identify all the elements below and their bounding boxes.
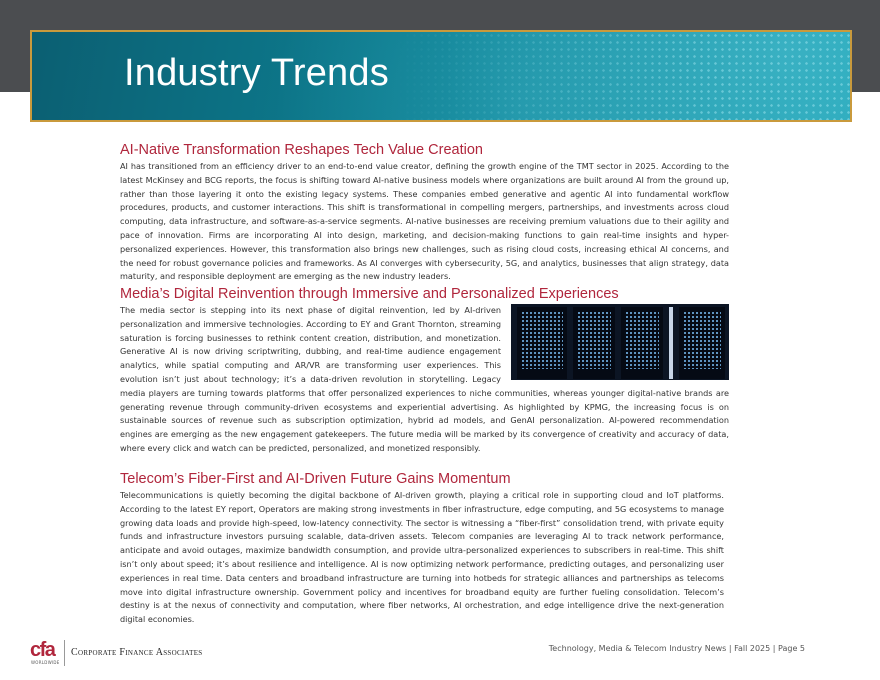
section-heading: Telecom’s Fiber-First and AI-Driven Future Gains Momentum bbox=[120, 471, 511, 487]
server-rack bbox=[517, 307, 567, 379]
company-name: Corporate Finance Associates bbox=[71, 647, 203, 658]
light-strip bbox=[669, 307, 673, 379]
company-logo bbox=[30, 640, 230, 668]
logo-subtitle: WORLDWIDE bbox=[31, 660, 60, 665]
page-title: Industry Trends bbox=[124, 52, 389, 94]
section-ai-native bbox=[120, 142, 729, 284]
server-room-photo bbox=[511, 304, 729, 380]
section-telecom bbox=[120, 471, 724, 627]
section-body: The media sector is stepping into its next phase of digital reinvention, led by AI-driven personalization and immersive technologies. According to EY and Grant Thornton, streaming saturation is forcing businesses to rethink content creation, distribution, and monetization. Generative AI is now driving scriptwriting, dubbing, and real-time audience engagement analytics, while spatial computing and AR/VR are transforming user experiences. This evolution isn’t just about technology; it’s a data-driven revolution in storytelling. Legacy media players are turning towards platforms that offer personalized experiences to niche communities, whereas younger digital-native brands are generating revenue through community-driven ecosystems and experiential advertising. As highlighted by KPMG, the increasing focus is on sustainable sources of revenue such as subscription optimization, hybrid ad models, and GenAI personalization. AI-powered recommendation engines are emerging as the new engagement gatekeepers. The future media will be marked by its convergence of creativity and accuracy of data, where every click and watch can be predicted, personalized, and monetized responsibly. bbox=[120, 305, 729, 453]
page-footer: Technology, Media & Telecom Industry News | Fall 2025 | Page 5 bbox=[548, 644, 805, 653]
header-banner bbox=[30, 30, 852, 122]
logo-divider bbox=[64, 640, 65, 666]
logo-mark: cfa bbox=[30, 639, 55, 661]
banner-dot-pattern bbox=[390, 32, 850, 120]
section-body: AI has transitioned from an efficiency driver to an end-to-end value creator, defining the growth engine of the TMT sector in 2025. According to the latest McKinsey and BCG reports, the focus is shifting toward AI-native business models where organizations are built around AI from the ground up, rather than those layering it onto the existing legacy systems. These companies embed generative and agentic AI into fundamental workflow procedures, products, and customer interactions. This shift is transformational in compelling mergers, partnerships, and investments across cloud computing, data infrastructure, and software-as-a-service segments. AI-native businesses are receiving premium valuations due to their agility and pace of innovation. Firms are incorporating AI into design, marketing, and decision-making functions to gain real-time insights and hyper-personalized experiences. However, this transformation also brings new challenges, such as rising cloud costs, increasing ethical AI concerns, and the need for robust governance policies and frameworks. As AI converges with cybersecurity, 5G, and analytics, businesses that align strategy, data maturity, and responsible deployment are emerging as the new industry leaders. bbox=[120, 161, 729, 282]
section-heading: Media’s Digital Reinvention through Immersive and Personalized Experiences bbox=[120, 286, 619, 302]
section-heading: AI-Native Transformation Reshapes Tech Value Creation bbox=[120, 142, 483, 158]
server-rack bbox=[679, 307, 725, 379]
server-rack bbox=[573, 307, 615, 379]
section-body: Telecommunications is quietly becoming the digital backbone of AI-driven growth, playing a critical role in supporting cloud and IoT platforms. According to the latest EY report, Operators are making strong investments in fiber infrastructure, edge computing, and 5G ecosystems to manage growing data loads and provide high-speed, low-latency connectivity. The sector is witnessing a “fiber-first” consolidation trend, with private equity funds and infrastructure investors pursuing scalable, data-driven assets. Telecom companies are leveraging AI to track network performance, anticipate and avoid outages, maximize bandwidth consumption, and provide ultra-personalized experiences to subscribers in real-time. This shift isn’t only about speed; it’s about resilience and intelligence. AI is now optimizing network performance, predicting outages, and personalizing user experiences in real time. Data centers and broadband infrastructure are turning into hotbeds for strategic alliances and partnerships as telecoms move into digital infrastructure ownership. Government policy and incentives for broadband equity are further fueling consolidation. Telecom’s destiny is at the nexus of connectivity and computation, where fiber networks, AI orchestration, and edge intelligence drive the next-generation digital economies. bbox=[120, 490, 724, 625]
server-rack bbox=[621, 307, 663, 379]
section-media bbox=[120, 286, 729, 456]
